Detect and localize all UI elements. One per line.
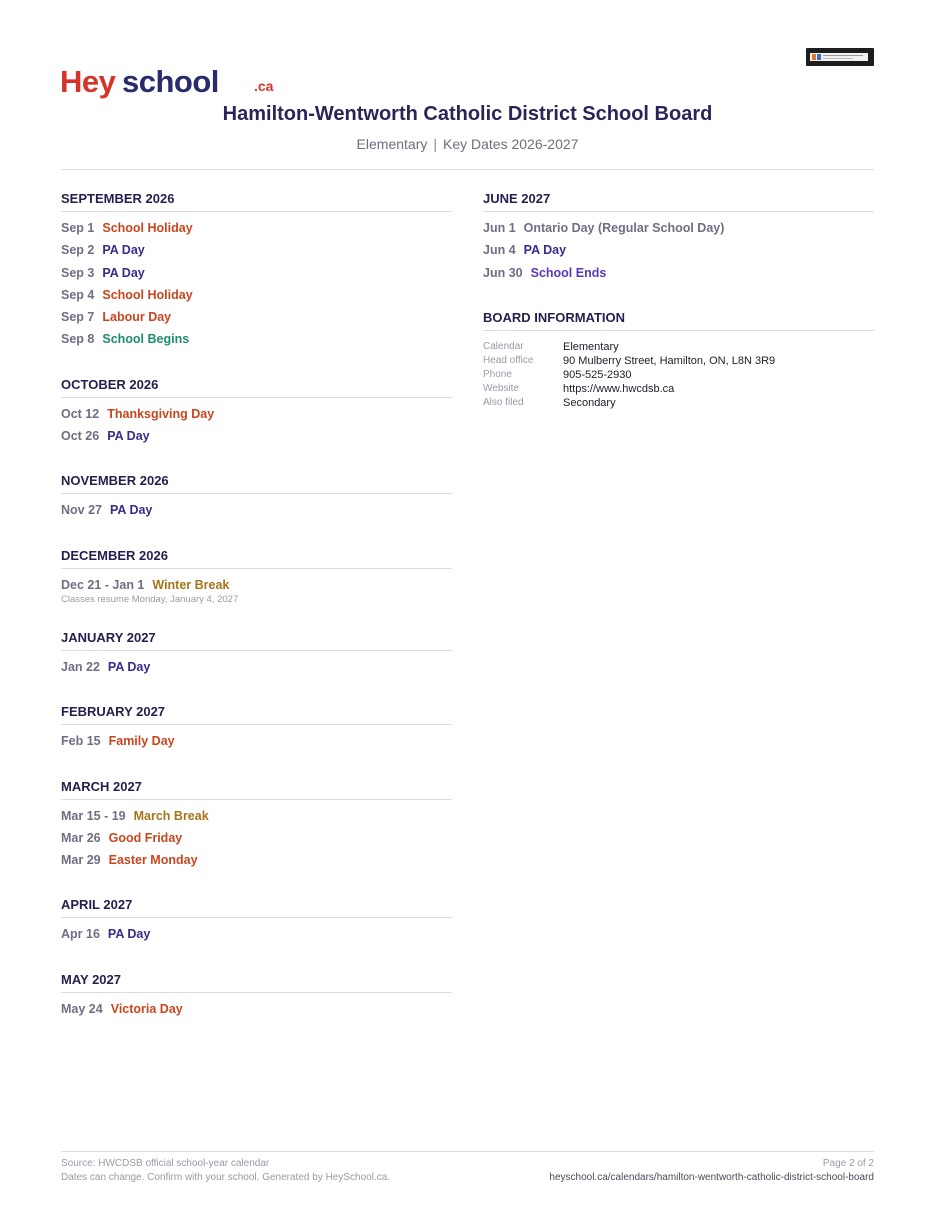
board-info-value: 905-525-2930 xyxy=(563,368,632,381)
event-name: PA Day xyxy=(107,429,150,444)
event-date: Sep 3 xyxy=(61,265,95,280)
event-name: Easter Monday xyxy=(108,853,198,868)
event-date: Oct 26 xyxy=(61,429,100,444)
board-info-row xyxy=(483,397,874,411)
event-row xyxy=(61,850,452,872)
board-info-key: Head office xyxy=(483,354,534,366)
logo-school-text: school xyxy=(122,64,219,99)
event-row xyxy=(61,657,452,679)
month-section xyxy=(61,473,452,522)
board-info-key: Website xyxy=(483,382,519,394)
month-title: APRIL 2027 xyxy=(61,897,452,918)
board-info-title: BOARD INFORMATION xyxy=(483,310,874,331)
board-info-key: Also filed xyxy=(483,396,524,408)
event-row xyxy=(61,924,452,946)
event-date: Mar 26 xyxy=(61,830,101,845)
event-name: School Holiday xyxy=(102,221,193,235)
event-name: Good Friday xyxy=(108,830,183,845)
event-row xyxy=(61,828,452,850)
board-information xyxy=(483,310,874,411)
event-date: Nov 27 xyxy=(61,503,102,518)
event-row xyxy=(483,240,874,262)
month-title: NOVEMBER 2026 xyxy=(61,473,452,494)
month-title: DECEMBER 2026 xyxy=(61,548,452,569)
event-note: Classes resume Monday, January 4, 2027 xyxy=(61,593,239,605)
calendar-level: Elementary xyxy=(356,136,428,152)
key-dates-label: Key Dates 2026-2027 xyxy=(443,136,579,152)
month-title: MAY 2027 xyxy=(61,972,452,993)
board-info-key: Phone xyxy=(483,368,512,380)
page-subtitle xyxy=(0,136,935,152)
event-date: Oct 12 xyxy=(61,406,100,421)
month-section xyxy=(61,972,452,1021)
event-row xyxy=(61,263,452,285)
event-date: Jan 22 xyxy=(61,659,100,674)
event-name: Ontario Day (Regular School Day) xyxy=(523,221,725,235)
event-row xyxy=(61,285,452,307)
event-date: Mar 29 xyxy=(61,853,101,868)
event-name: Victoria Day xyxy=(110,1001,183,1016)
event-row xyxy=(61,731,452,753)
month-section xyxy=(61,191,452,352)
event-name: Family Day xyxy=(108,734,175,749)
event-date: Apr 16 xyxy=(61,927,100,942)
footer-page-number: Page 2 of 2 xyxy=(822,1158,874,1169)
board-info-value: Elementary xyxy=(563,340,619,353)
month-title: MARCH 2027 xyxy=(61,779,452,800)
event-date: May 24 xyxy=(61,1001,103,1016)
event-name: PA Day xyxy=(102,265,145,280)
board-info-row xyxy=(483,369,874,383)
subtitle-separator: | xyxy=(433,136,437,152)
month-section xyxy=(483,191,874,285)
month-section xyxy=(61,548,452,605)
month-section xyxy=(61,630,452,679)
left-column xyxy=(61,191,452,1046)
event-row xyxy=(61,218,452,240)
footer-url: heyschool.ca/calendars/hamilton-wentworth-catholic-district-school-board xyxy=(549,1172,874,1183)
event-date: Sep 8 xyxy=(61,332,95,347)
month-section xyxy=(61,377,452,449)
event-name: Thanksgiving Day xyxy=(107,406,215,421)
event-name: PA Day xyxy=(107,659,151,674)
event-date: Jun 1 xyxy=(483,221,516,235)
board-info-row xyxy=(483,383,874,397)
event-row xyxy=(483,263,874,285)
event-row xyxy=(61,426,452,448)
month-title: SEPTEMBER 2026 xyxy=(61,191,452,212)
month-title: JANUARY 2027 xyxy=(61,630,452,651)
event-name: March Break xyxy=(133,808,209,823)
event-name: School Begins xyxy=(102,332,190,347)
footer-divider xyxy=(61,1151,874,1152)
event-row xyxy=(61,806,452,828)
event-date: Sep 4 xyxy=(61,287,95,302)
event-name: PA Day xyxy=(107,927,151,942)
event-date: Sep 1 xyxy=(61,221,95,235)
board-info-value: 90 Mulberry Street, Hamilton, ON, L8N 3R9 xyxy=(563,354,776,367)
month-title: JUNE 2027 xyxy=(483,191,874,212)
event-row xyxy=(61,404,452,426)
event-row xyxy=(61,500,452,522)
event-name: Winter Break xyxy=(152,577,230,592)
header-divider xyxy=(61,169,874,170)
right-column xyxy=(483,191,874,436)
event-row xyxy=(61,999,452,1021)
board-info-value: Secondary xyxy=(563,396,616,409)
month-title: FEBRUARY 2027 xyxy=(61,704,452,725)
event-row xyxy=(61,329,452,351)
event-name: PA Day xyxy=(110,503,153,518)
board-info-table xyxy=(483,341,874,411)
board-badge-icon xyxy=(806,48,874,66)
event-date: Dec 21 - Jan 1 xyxy=(61,577,145,592)
event-name: Labour Day xyxy=(102,310,172,325)
board-info-key: Calendar xyxy=(483,340,524,352)
board-info-row xyxy=(483,341,874,355)
event-date: Jun 4 xyxy=(483,243,516,258)
right-months xyxy=(483,191,874,285)
logo-hey-text: Hey xyxy=(60,64,116,99)
board-info-value: https://www.hwcdsb.ca xyxy=(563,382,675,395)
event-date: Jun 30 xyxy=(483,265,523,280)
month-section xyxy=(61,704,452,753)
event-row xyxy=(61,240,452,262)
footer-disclaimer: Dates can change. Confirm with your school. Generated by HeySchool.ca. xyxy=(61,1172,391,1183)
month-title: OCTOBER 2026 xyxy=(61,377,452,398)
month-section xyxy=(61,897,452,946)
event-date: Mar 15 - 19 xyxy=(61,808,126,823)
board-info-row xyxy=(483,355,874,369)
event-name: PA Day xyxy=(523,243,567,258)
event-name: School Ends xyxy=(530,265,607,280)
event-name: School Holiday xyxy=(102,287,193,302)
logo-ca-text: .ca xyxy=(254,78,274,94)
event-name: PA Day xyxy=(102,243,145,258)
page-title: Hamilton-Wentworth Catholic District School Board xyxy=(222,103,713,125)
event-date: Sep 2 xyxy=(61,243,95,258)
event-row xyxy=(61,307,452,329)
footer-source: Source: HWCDSB official school-year calendar xyxy=(61,1158,270,1169)
month-section xyxy=(61,779,452,873)
event-date: Sep 7 xyxy=(61,310,95,325)
event-date: Feb 15 xyxy=(61,734,101,749)
event-row xyxy=(483,218,874,240)
